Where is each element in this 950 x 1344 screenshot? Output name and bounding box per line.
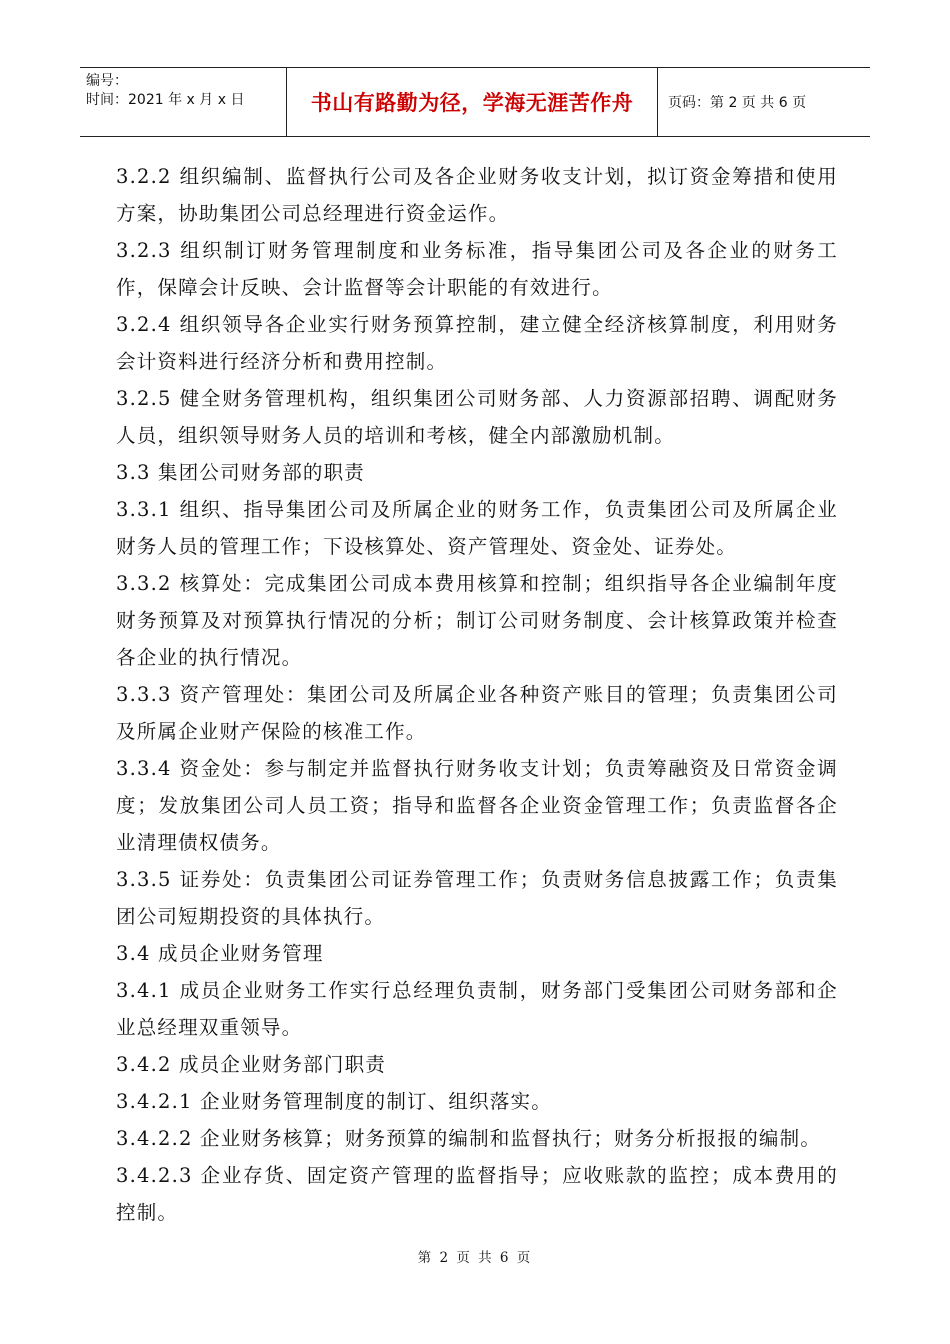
section-heading-3-3: 3.3 集团公司财务部的职责 [116,461,366,484]
page-footer: 第 2 页 共 6 页 [417,1250,533,1266]
paragraph-3-3-2: 3.3.2 核算处：完成集团公司成本费用核算和控制；组织指导各企业编制年度财务预算及对预算执行情况的分析；制订公司财务制度、会计核算政策并检查各企业的执行情况。 [116,572,838,669]
header-page-code: 页码：第 2 页 共 6 页 [658,68,871,137]
document-date: 时间：2021 年 x 月 x 日 [86,92,245,108]
paragraph-3-2-2: 3.2.2 组织编制、监督执行公司及各企业财务收支计划，拟订资金筹措和使用方案，协助集团公司总经理进行资金运作。 [116,165,838,225]
document-number-label: 编号： [86,73,128,89]
paragraph-3-3-5: 3.3.5 证券处：负责集团公司证券管理工作；负责财务信息披露工作；负责集团公司短期投资的具体执行。 [116,868,838,928]
paragraph-3-2-3: 3.2.3 组织制订财务管理制度和业务标准，指导集团公司及各企业的财务工作，保障会计反映、会计监督等会计职能的有效进行。 [116,239,838,299]
paragraph-3-3-4: 3.3.4 资金处：参与制定并监督执行财务收支计划；负责筹融资及日常资金调度；发放集团公司人员工资；指导和监督各企业资金管理工作；负责监督各企业清理债权债务。 [116,757,838,854]
paragraph-3-3-3: 3.3.3 资产管理处：集团公司及所属企业各种资产账目的管理；负责集团公司及所属企业财产保险的核准工作。 [116,683,838,743]
paragraph-3-4-1: 3.4.1 成员企业财务工作实行总经理负责制，财务部门受集团公司财务部和企业总经理双重领导。 [116,979,838,1039]
header-slogan: 书山有路勤为径，学海无涯苦作舟 [310,91,634,115]
header-meta [80,68,287,137]
paragraph-3-4-2-2: 3.4.2.2 企业财务核算；财务预算的编制和监督执行；财务分析报报的编制。 [116,1127,822,1150]
section-heading-3-4: 3.4 成员企业财务管理 [116,942,324,965]
document-body [116,158,838,1231]
paragraph-3-4-2-3: 3.4.2.3 企业存货、固定资产管理的监督指导；应收账款的监控；成本费用的控制。 [116,1164,838,1224]
paragraph-3-2-5: 3.2.5 健全财务管理机构，组织集团公司财务部、人力资源部招聘、调配财务人员，组织领导财务人员的培训和考核，健全内部激励机制。 [116,387,838,447]
paragraph-3-3-1: 3.3.1 组织、指导集团公司及所属企业的财务工作，负责集团公司及所属企业财务人员的管理工作；下设核算处、资产管理处、资金处、证券处。 [116,498,838,558]
page-header [80,67,870,137]
paragraph-3-4-2-1: 3.4.2.1 企业财务管理制度的制订、组织落实。 [116,1090,552,1113]
header-slogan-cell [287,68,658,137]
section-heading-3-4-2: 3.4.2 成员企业财务部门职责 [116,1053,387,1076]
paragraph-3-2-4: 3.2.4 组织领导各企业实行财务预算控制，建立健全经济核算制度，利用财务会计资料进行经济分析和费用控制。 [116,313,838,373]
